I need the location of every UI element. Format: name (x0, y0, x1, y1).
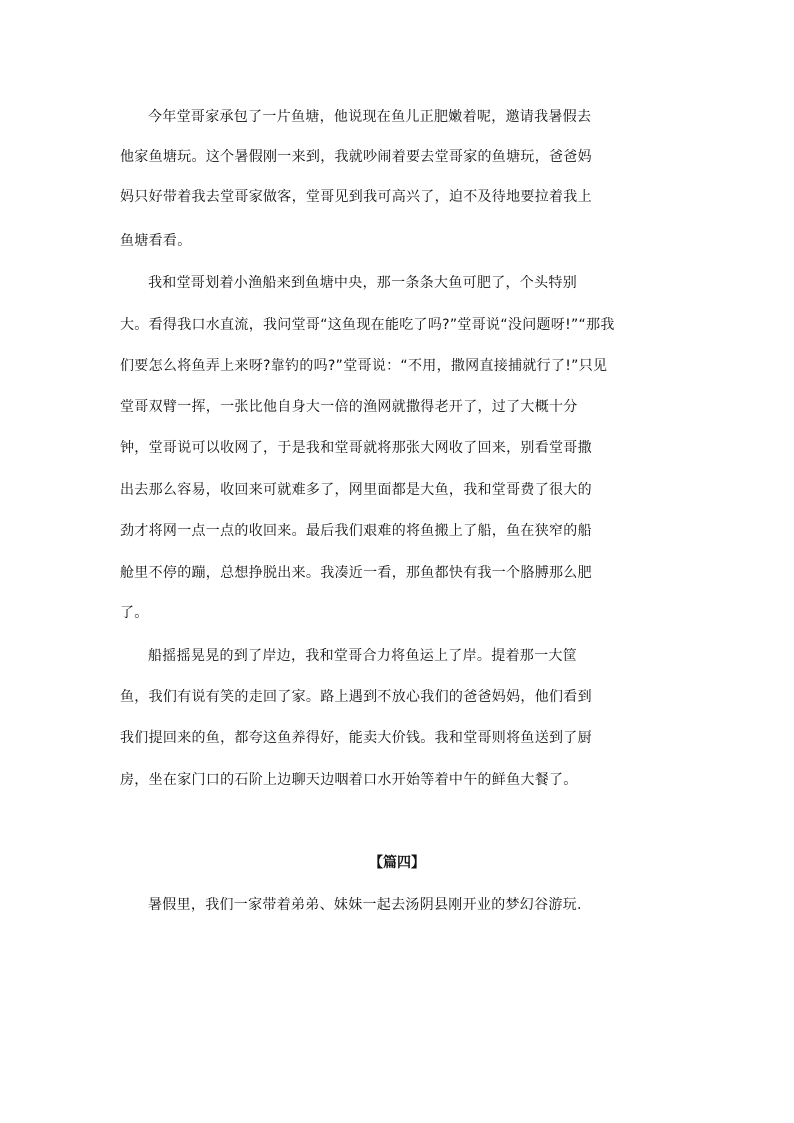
paragraph-1-line-2: 他家鱼塘玩。这个暑假刚一来到，我就吵闹着要去堂哥家的鱼塘玩，爸爸妈 (120, 149, 592, 165)
paragraph-3-line-2: 鱼，我们有说有笑的走回了家。路上遇到不放心我们的爸爸妈妈，他们看到 (120, 689, 592, 705)
paragraph-1-line-4: 鱼塘看看。 (120, 233, 192, 249)
paragraph-2-line-4: 堂哥双臂一挥，一张比他自身大一倍的渔网就撒得老开了，过了大概十分 (120, 399, 578, 415)
paragraph-2-line-2: 大。看得我口水直流，我问堂哥“这鱼现在能吃了吗?”堂哥说“没问题呀!”“那我 (120, 317, 615, 333)
section-heading: 【篇四】 (369, 855, 425, 871)
paragraph-2-line-9: 了。 (120, 605, 149, 621)
paragraph-3-line-4: 房，坐在家门口的石阶上边聊天边咽着口水开始等着中午的鲜鱼大餐了。 (120, 772, 578, 788)
paragraph-2-line-5: 钟，堂哥说可以收网了，于是我和堂哥就将那张大网收了回来，别看堂哥撒 (120, 440, 592, 456)
paragraph-2-line-1: 我和堂哥划着小渔船来到鱼塘中央，那一条条大鱼可肥了，个头特别 (148, 275, 577, 291)
paragraph-3-line-1: 船摇摇晃晃的到了岸边，我和堂哥合力将鱼运上了岸。提着那一大筐 (148, 648, 577, 664)
paragraph-1-line-3: 妈只好带着我去堂哥家做客，堂哥见到我可高兴了，迫不及待地要拉着我上 (120, 189, 592, 205)
paragraph-2-line-6: 出去那么容易，收回来可就难多了，网里面都是大鱼，我和堂哥费了很大的 (120, 482, 592, 498)
paragraph-2-line-8: 舱里不停的蹦，总想挣脱出来。我凑近一看，那鱼都快有我一个胳膊那么肥 (120, 565, 592, 581)
paragraph-2-line-7: 劲才将网一点一点的收回来。最后我们艰难的将鱼搬上了船，鱼在狭窄的船 (120, 523, 592, 539)
paragraph-1-line-1: 今年堂哥家承包了一片鱼塘，他说现在鱼儿正肥嫩着呢，邀请我暑假去 (148, 109, 592, 125)
paragraph-3-line-3: 我们提回来的鱼，都夸这鱼养得好，能卖大价钱。我和堂哥则将鱼送到了厨 (120, 730, 592, 746)
section-2-line-1: 暑假里，我们一家带着弟弟、妹妹一起去汤阴县刚开业的梦幻谷游玩. (148, 897, 582, 913)
paragraph-2-line-3: 们要怎么将鱼弄上来呀?靠钓的吗?”堂哥说：“不用，撒网直接捕就行了!”只见 (120, 358, 608, 374)
